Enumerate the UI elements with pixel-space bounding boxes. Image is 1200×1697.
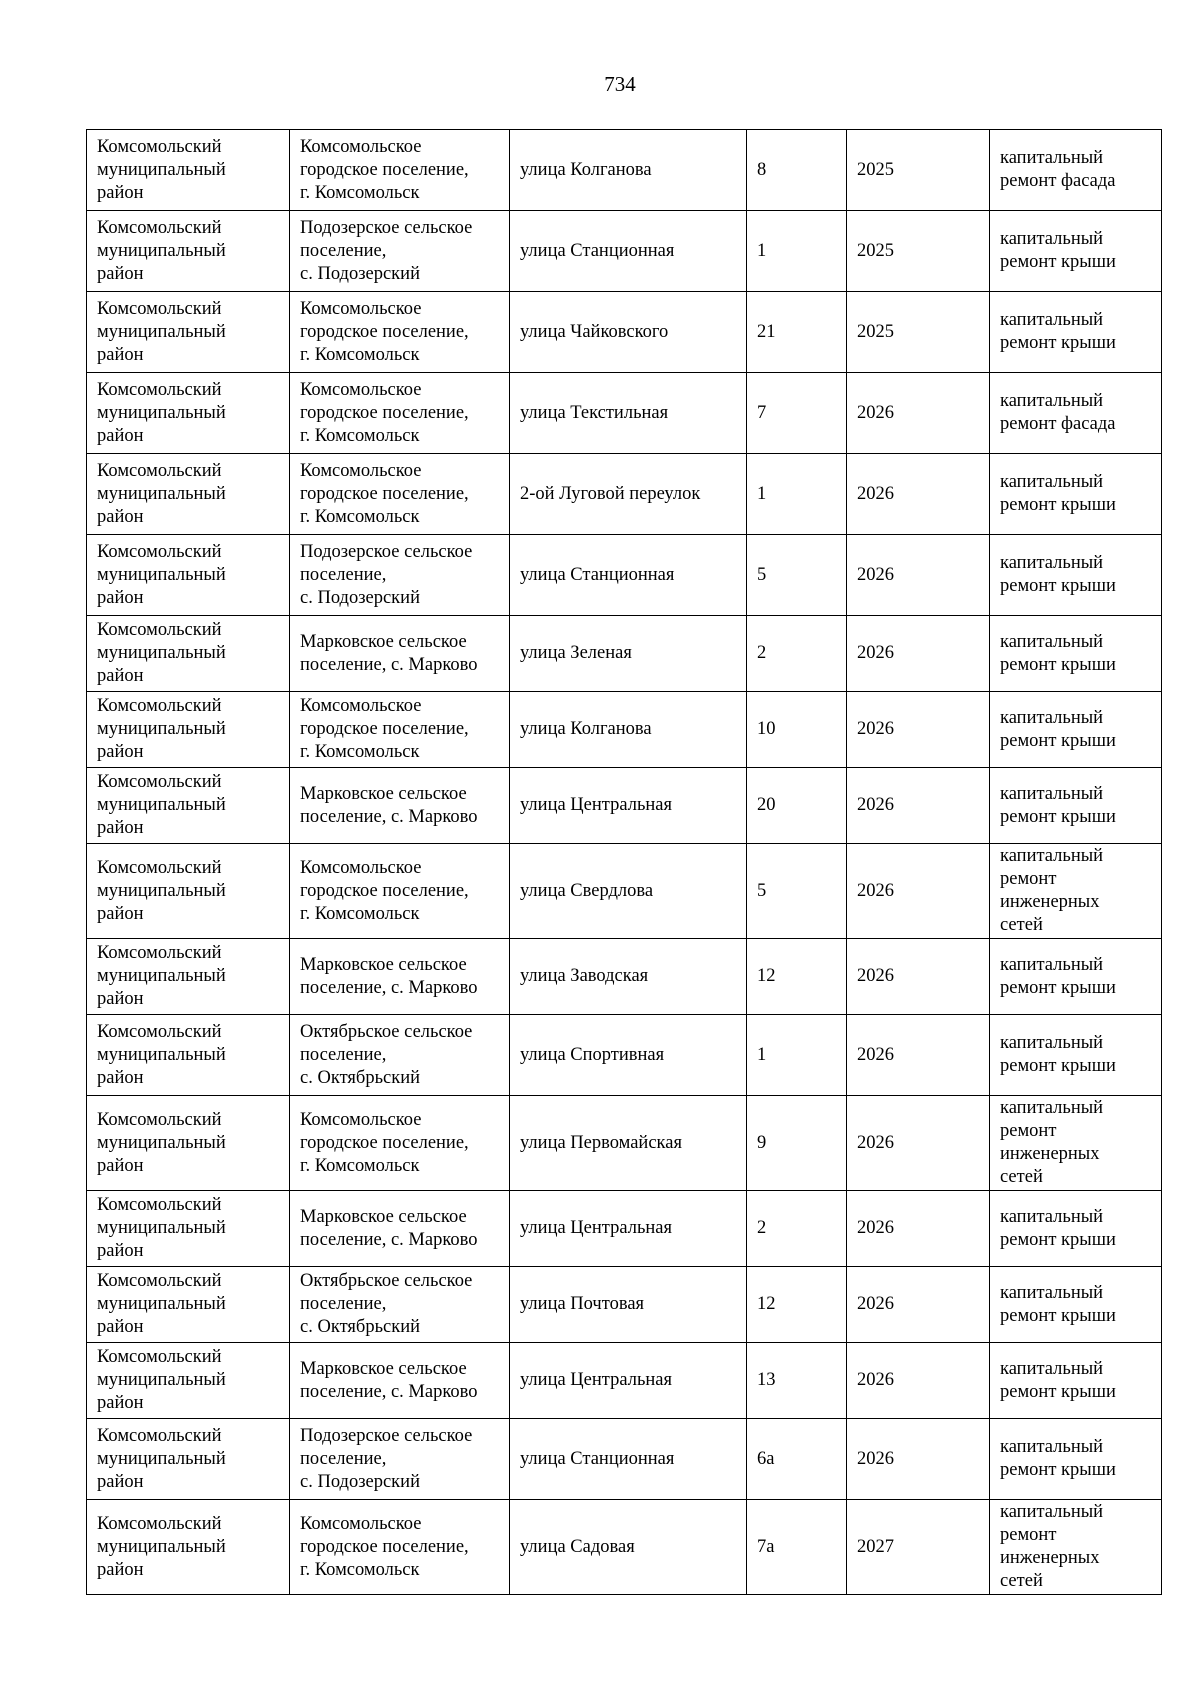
house-number-cell: 1 bbox=[747, 1015, 847, 1096]
table-row bbox=[87, 1419, 1162, 1500]
year-cell: 2026 bbox=[847, 616, 990, 692]
table-row bbox=[87, 1015, 1162, 1096]
year-cell: 2026 bbox=[847, 692, 990, 768]
house-number-cell: 13 bbox=[747, 1343, 847, 1419]
work-type-cell: капитальный ремонт фасада bbox=[990, 373, 1162, 454]
street-cell: улица Станционная bbox=[510, 535, 747, 616]
district-cell: Комсомольский муниципальный район bbox=[87, 292, 290, 373]
district-cell: Комсомольский муниципальный район bbox=[87, 768, 290, 844]
year-cell: 2026 bbox=[847, 1191, 990, 1267]
street-cell: улица Зеленая bbox=[510, 616, 747, 692]
year-cell: 2026 bbox=[847, 373, 990, 454]
work-type-cell: капитальный ремонт крыши bbox=[990, 939, 1162, 1015]
year-cell: 2026 bbox=[847, 1343, 990, 1419]
house-number-cell: 12 bbox=[747, 939, 847, 1015]
work-type-cell: капитальный ремонт крыши bbox=[990, 211, 1162, 292]
street-cell: улица Спортивная bbox=[510, 1015, 747, 1096]
table-row bbox=[87, 616, 1162, 692]
street-cell: 2-ой Луговой переулок bbox=[510, 454, 747, 535]
district-cell: Комсомольский муниципальный район bbox=[87, 1500, 290, 1595]
year-cell: 2026 bbox=[847, 1015, 990, 1096]
work-type-cell: капитальный ремонт крыши bbox=[990, 292, 1162, 373]
table-row bbox=[87, 1343, 1162, 1419]
table-row bbox=[87, 130, 1162, 211]
street-cell: улица Заводская bbox=[510, 939, 747, 1015]
work-type-cell: капитальный ремонт крыши bbox=[990, 1191, 1162, 1267]
settlement-cell: Марковское сельское поселение, с. Марково bbox=[290, 768, 510, 844]
house-number-cell: 5 bbox=[747, 535, 847, 616]
work-type-cell: капитальный ремонт инженерных сетей bbox=[990, 844, 1162, 939]
repair-schedule-table bbox=[86, 129, 1162, 1595]
house-number-cell: 7 bbox=[747, 373, 847, 454]
house-number-cell: 7а bbox=[747, 1500, 847, 1595]
house-number-cell: 9 bbox=[747, 1096, 847, 1191]
work-type-cell: капитальный ремонт крыши bbox=[990, 1419, 1162, 1500]
work-type-cell: капитальный ремонт крыши bbox=[990, 768, 1162, 844]
work-type-cell: капитальный ремонт крыши bbox=[990, 1267, 1162, 1343]
house-number-cell: 2 bbox=[747, 1191, 847, 1267]
table-row bbox=[87, 692, 1162, 768]
table-row bbox=[87, 535, 1162, 616]
district-cell: Комсомольский муниципальный район bbox=[87, 211, 290, 292]
table-row bbox=[87, 1267, 1162, 1343]
house-number-cell: 2 bbox=[747, 616, 847, 692]
street-cell: улица Первомайская bbox=[510, 1096, 747, 1191]
settlement-cell: Комсомольское городское поселение, г. Комсомольск bbox=[290, 454, 510, 535]
house-number-cell: 1 bbox=[747, 211, 847, 292]
street-cell: улица Чайковского bbox=[510, 292, 747, 373]
street-cell: улица Центральная bbox=[510, 1343, 747, 1419]
settlement-cell: Октябрьское сельское поселение, с. Октябрьский bbox=[290, 1267, 510, 1343]
work-type-cell: капитальный ремонт инженерных сетей bbox=[990, 1096, 1162, 1191]
table-row bbox=[87, 768, 1162, 844]
street-cell: улица Станционная bbox=[510, 211, 747, 292]
table-row bbox=[87, 373, 1162, 454]
settlement-cell: Марковское сельское поселение, с. Марково bbox=[290, 616, 510, 692]
table-row bbox=[87, 1500, 1162, 1595]
work-type-cell: капитальный ремонт фасада bbox=[990, 130, 1162, 211]
settlement-cell: Подозерское сельское поселение, с. Подозерский bbox=[290, 535, 510, 616]
settlement-cell: Подозерское сельское поселение, с. Подозерский bbox=[290, 211, 510, 292]
table-row bbox=[87, 939, 1162, 1015]
house-number-cell: 21 bbox=[747, 292, 847, 373]
year-cell: 2027 bbox=[847, 1500, 990, 1595]
table-row bbox=[87, 844, 1162, 939]
settlement-cell: Комсомольское городское поселение, г. Комсомольск bbox=[290, 292, 510, 373]
year-cell: 2025 bbox=[847, 211, 990, 292]
settlement-cell: Октябрьское сельское поселение, с. Октябрьский bbox=[290, 1015, 510, 1096]
year-cell: 2025 bbox=[847, 130, 990, 211]
year-cell: 2026 bbox=[847, 1267, 990, 1343]
work-type-cell: капитальный ремонт крыши bbox=[990, 616, 1162, 692]
district-cell: Комсомольский муниципальный район bbox=[87, 844, 290, 939]
district-cell: Комсомольский муниципальный район bbox=[87, 939, 290, 1015]
district-cell: Комсомольский муниципальный район bbox=[87, 1343, 290, 1419]
district-cell: Комсомольский муниципальный район bbox=[87, 1096, 290, 1191]
settlement-cell: Марковское сельское поселение, с. Марково bbox=[290, 1191, 510, 1267]
year-cell: 2026 bbox=[847, 535, 990, 616]
work-type-cell: капитальный ремонт крыши bbox=[990, 1015, 1162, 1096]
year-cell: 2026 bbox=[847, 1419, 990, 1500]
house-number-cell: 5 bbox=[747, 844, 847, 939]
year-cell: 2026 bbox=[847, 768, 990, 844]
house-number-cell: 6а bbox=[747, 1419, 847, 1500]
street-cell: улица Садовая bbox=[510, 1500, 747, 1595]
table-row bbox=[87, 454, 1162, 535]
house-number-cell: 20 bbox=[747, 768, 847, 844]
street-cell: улица Центральная bbox=[510, 1191, 747, 1267]
district-cell: Комсомольский муниципальный район bbox=[87, 616, 290, 692]
work-type-cell: капитальный ремонт инженерных сетей bbox=[990, 1500, 1162, 1595]
year-cell: 2025 bbox=[847, 292, 990, 373]
district-cell: Комсомольский муниципальный район bbox=[87, 130, 290, 211]
house-number-cell: 12 bbox=[747, 1267, 847, 1343]
district-cell: Комсомольский муниципальный район bbox=[87, 1267, 290, 1343]
year-cell: 2026 bbox=[847, 844, 990, 939]
settlement-cell: Подозерское сельское поселение, с. Подозерский bbox=[290, 1419, 510, 1500]
district-cell: Комсомольский муниципальный район bbox=[87, 692, 290, 768]
year-cell: 2026 bbox=[847, 1096, 990, 1191]
table-row bbox=[87, 211, 1162, 292]
district-cell: Комсомольский муниципальный район bbox=[87, 1191, 290, 1267]
page-number: 734 bbox=[604, 72, 636, 96]
settlement-cell: Марковское сельское поселение, с. Марково bbox=[290, 939, 510, 1015]
district-cell: Комсомольский муниципальный район bbox=[87, 535, 290, 616]
work-type-cell: капитальный ремонт крыши bbox=[990, 692, 1162, 768]
table-row bbox=[87, 292, 1162, 373]
house-number-cell: 8 bbox=[747, 130, 847, 211]
work-type-cell: капитальный ремонт крыши bbox=[990, 454, 1162, 535]
district-cell: Комсомольский муниципальный район bbox=[87, 454, 290, 535]
year-cell: 2026 bbox=[847, 454, 990, 535]
street-cell: улица Станционная bbox=[510, 1419, 747, 1500]
district-cell: Комсомольский муниципальный район bbox=[87, 1419, 290, 1500]
settlement-cell: Комсомольское городское поселение, г. Комсомольск bbox=[290, 1500, 510, 1595]
district-cell: Комсомольский муниципальный район bbox=[87, 373, 290, 454]
table-body bbox=[87, 130, 1162, 1595]
street-cell: улица Свердлова bbox=[510, 844, 747, 939]
street-cell: улица Колганова bbox=[510, 692, 747, 768]
settlement-cell: Комсомольское городское поселение, г. Комсомольск bbox=[290, 692, 510, 768]
settlement-cell: Комсомольское городское поселение, г. Комсомольск bbox=[290, 130, 510, 211]
street-cell: улица Центральная bbox=[510, 768, 747, 844]
settlement-cell: Комсомольское городское поселение, г. Комсомольск bbox=[290, 1096, 510, 1191]
table-row bbox=[87, 1096, 1162, 1191]
house-number-cell: 10 bbox=[747, 692, 847, 768]
year-cell: 2026 bbox=[847, 939, 990, 1015]
street-cell: улица Колганова bbox=[510, 130, 747, 211]
work-type-cell: капитальный ремонт крыши bbox=[990, 1343, 1162, 1419]
table-row bbox=[87, 1191, 1162, 1267]
work-type-cell: капитальный ремонт крыши bbox=[990, 535, 1162, 616]
street-cell: улица Почтовая bbox=[510, 1267, 747, 1343]
house-number-cell: 1 bbox=[747, 454, 847, 535]
settlement-cell: Комсомольское городское поселение, г. Комсомольск bbox=[290, 373, 510, 454]
settlement-cell: Марковское сельское поселение, с. Марково bbox=[290, 1343, 510, 1419]
district-cell: Комсомольский муниципальный район bbox=[87, 1015, 290, 1096]
settlement-cell: Комсомольское городское поселение, г. Комсомольск bbox=[290, 844, 510, 939]
street-cell: улица Текстильная bbox=[510, 373, 747, 454]
